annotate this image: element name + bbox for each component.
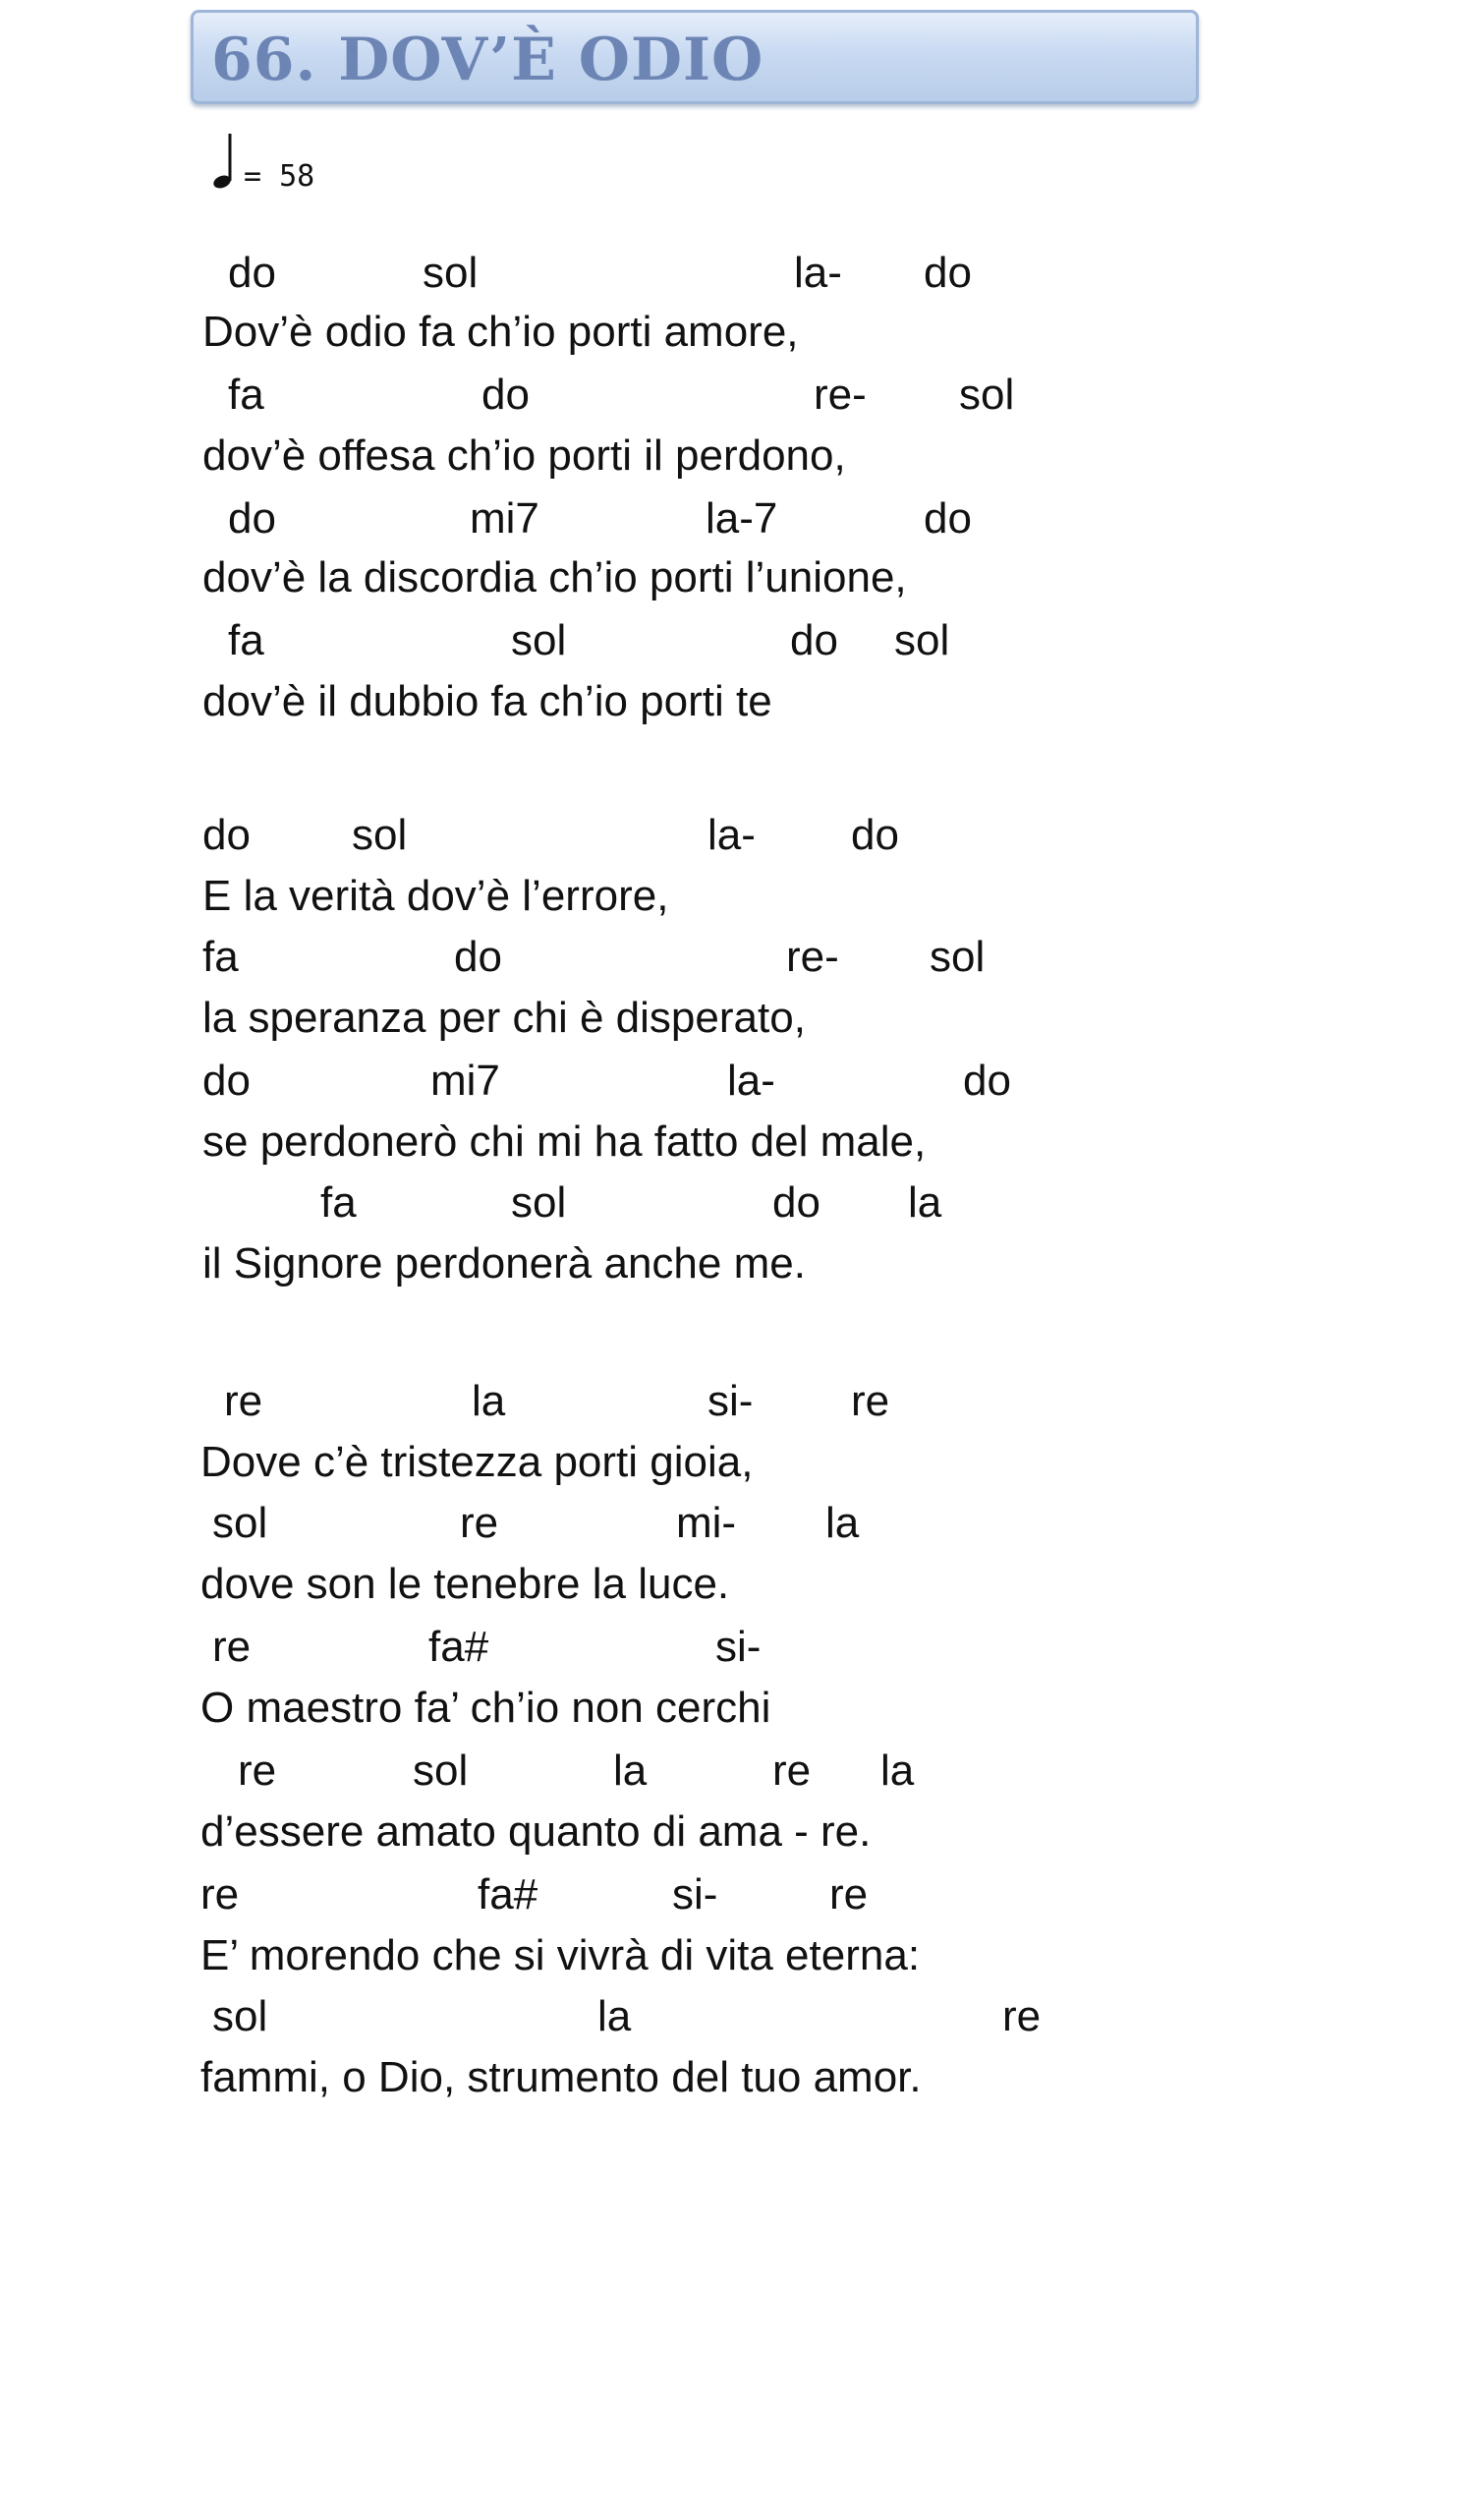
chord: re xyxy=(224,1377,263,1425)
chord: si- xyxy=(672,1870,718,1919)
chord: re xyxy=(238,1747,277,1795)
lyric-line: dov’è il dubbio fa ch’io porti te xyxy=(202,677,772,725)
chord: fa# xyxy=(428,1623,489,1671)
lyric-line: dov’è offesa ch’io porti il perdono, xyxy=(202,431,846,480)
chord: sol xyxy=(894,616,950,664)
chord: mi- xyxy=(676,1499,737,1547)
chord: si- xyxy=(707,1377,754,1425)
tempo-value: = 58 xyxy=(244,159,315,194)
chord: fa xyxy=(202,933,239,981)
chord: la- xyxy=(707,811,756,859)
lyric-line: dove son le tenebre la luce. xyxy=(200,1560,730,1608)
chord: re xyxy=(460,1499,499,1547)
lyric-line: O maestro fa’ ch’io non cerchi xyxy=(200,1684,771,1732)
chord: do xyxy=(202,1057,251,1105)
lyric-line: il Signore perdonerà anche me. xyxy=(202,1239,806,1288)
chord: do xyxy=(202,811,251,859)
chord: la xyxy=(880,1747,915,1795)
lyric-line: Dove c’è tristezza porti gioia, xyxy=(200,1438,754,1486)
chord: sol xyxy=(352,811,408,859)
chord: la xyxy=(908,1178,942,1227)
chord: re xyxy=(772,1747,812,1795)
chord: sol xyxy=(511,1178,567,1227)
chord: fa xyxy=(228,371,264,419)
chord: la xyxy=(825,1499,860,1547)
chord: sol xyxy=(212,1499,268,1547)
chord: sol xyxy=(212,1992,268,2040)
chord: do xyxy=(963,1057,1011,1105)
chord: do xyxy=(924,494,972,543)
chord: do xyxy=(481,371,530,419)
chord: fa xyxy=(228,616,264,664)
chord: fa xyxy=(320,1178,357,1227)
chord: la xyxy=(472,1377,506,1425)
lyric-line: la speranza per chi è disperato, xyxy=(202,994,806,1042)
lyric-line: E la verità dov’è l’errore, xyxy=(202,872,669,920)
chord: re xyxy=(200,1870,240,1919)
lyric-line: fammi, o Dio, strumento del tuo amor. xyxy=(200,2053,922,2101)
chord: re xyxy=(829,1870,869,1919)
chord: sol xyxy=(423,249,479,297)
chord: re xyxy=(1002,1992,1042,2040)
chord: mi7 xyxy=(470,494,539,543)
chord: do xyxy=(228,494,276,543)
lyric-line: dov’è la discordia ch’io porti l’unione, xyxy=(202,553,907,601)
chord: sol xyxy=(413,1747,469,1795)
title-banner xyxy=(191,10,1199,104)
chord: do xyxy=(790,616,838,664)
chord: re xyxy=(851,1377,890,1425)
chord: mi7 xyxy=(430,1057,500,1105)
lyric-line: E’ morendo che si vivrà di vita eterna: xyxy=(200,1931,921,1979)
chord: la-7 xyxy=(706,494,778,543)
chord: do xyxy=(772,1178,820,1227)
chord: la xyxy=(613,1747,648,1795)
chord: sol xyxy=(959,371,1015,419)
chord: re xyxy=(212,1623,252,1671)
chord: do xyxy=(454,933,502,981)
page-title: 66. DOV’È ODIO xyxy=(211,26,764,94)
quarter-note-icon xyxy=(208,130,238,191)
chord: sol xyxy=(930,933,986,981)
chord: do xyxy=(851,811,899,859)
chord: re- xyxy=(786,933,839,981)
chord: la- xyxy=(794,249,842,297)
chord: fa# xyxy=(478,1870,538,1919)
tempo-marking xyxy=(208,130,366,199)
chord: re- xyxy=(814,371,867,419)
chord: si- xyxy=(715,1623,762,1671)
chord: la xyxy=(597,1992,632,2040)
chord: do xyxy=(924,249,972,297)
chord: do xyxy=(228,249,276,297)
lyric-line: d’essere amato quanto di ama - re. xyxy=(200,1807,872,1856)
chord: la- xyxy=(727,1057,775,1105)
lyric-line: se perdonerò chi mi ha fatto del male, xyxy=(202,1117,927,1166)
lyric-line: Dov’è odio fa ch’io porti amore, xyxy=(202,308,799,356)
chord: sol xyxy=(511,616,567,664)
